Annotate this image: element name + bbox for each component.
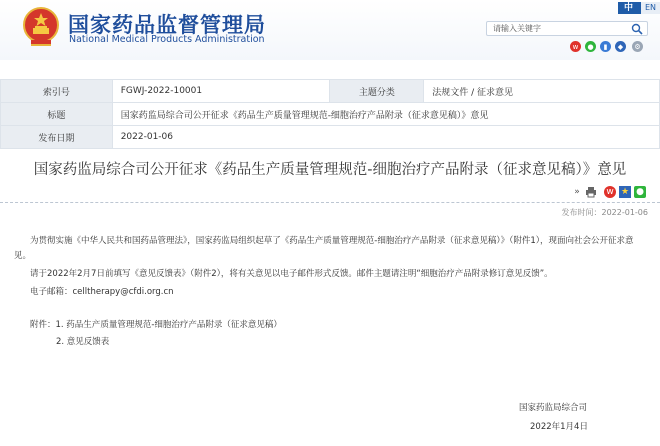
category-label: 主题分类	[330, 80, 424, 103]
date-label: 发布日期	[1, 126, 113, 149]
document-info-table	[0, 79, 660, 149]
body-paragraph-1-line-1: 为贯彻实施《中华人民共和国药品管理法》，国家药监局组织起草了《药品生产质量管理规范-细胞治疗产品附录（征求意见稿）》（附件1），现面向社会公开征求意	[30, 236, 634, 246]
body-paragraph-1-line-2: 见。	[14, 251, 32, 261]
weibo-share-icon[interactable]: w	[604, 186, 616, 198]
weibo-icon[interactable]: w	[570, 41, 581, 52]
search-icon[interactable]	[631, 23, 643, 35]
site-title-cn[interactable]: 国家药品监督管理局	[68, 13, 266, 37]
signature: 国家药监局综合司	[519, 403, 588, 413]
index-label: 索引号	[1, 80, 113, 103]
wechat-icon[interactable]: ●	[585, 41, 596, 52]
category-value: 法规文件 / 征求意见	[424, 80, 660, 103]
date-value: 2022-01-06	[112, 126, 659, 149]
index-value: FGWJ-2022-10001	[112, 80, 330, 103]
body-paragraph-2: 请于2022年2月7日前填写《意见反馈表》（附件2），将有关意见以电子邮件形式反馈。邮件主题请注明“细胞治疗产品附录修订意见反馈”。	[30, 269, 553, 279]
share-arrow-icon[interactable]: »	[574, 187, 580, 197]
print-icon[interactable]	[585, 186, 597, 198]
subject-label: 标题	[1, 103, 113, 126]
qzone-share-icon[interactable]: ★	[620, 187, 630, 197]
signature-date: 2022年1月4日	[530, 422, 588, 432]
title-divider	[0, 202, 660, 203]
publish-time: 发布时间：2022-01-06	[561, 208, 648, 217]
search-box	[486, 21, 648, 36]
wechat-share-icon[interactable]: ●	[634, 186, 646, 198]
lang-en-link[interactable]: EN	[641, 2, 660, 14]
article-title: 国家药监局综合司公开征求《药品生产质量管理规范-细胞治疗产品附录（征求意见稿）》意见	[33, 162, 627, 178]
search-input[interactable]	[493, 22, 623, 35]
attachment-2-link[interactable]: 2. 意见反馈表	[56, 337, 110, 347]
table-row	[1, 80, 660, 103]
table-row	[1, 126, 660, 149]
email-line[interactable]: 电子邮箱：celltherapy@cfdi.org.cn	[30, 287, 174, 297]
table-row	[1, 103, 660, 126]
subject-value: 国家药监局综合司公开征求《药品生产质量管理规范-细胞治疗产品附录（征求意见稿）》意见	[112, 103, 659, 126]
mobile-icon[interactable]: ▮	[600, 41, 611, 52]
site-title-en[interactable]: National Medical Products Administration	[69, 34, 265, 45]
settings-icon[interactable]: ⚙	[632, 41, 643, 52]
app-icon[interactable]: ◆	[615, 41, 626, 52]
attachment-1-link[interactable]: 附件：1. 药品生产质量管理规范-细胞治疗产品附录（征求意见稿）	[30, 320, 282, 330]
site-header	[0, 0, 660, 60]
lang-cn-link[interactable]: 中	[624, 3, 634, 13]
national-emblem-icon[interactable]	[22, 6, 60, 48]
